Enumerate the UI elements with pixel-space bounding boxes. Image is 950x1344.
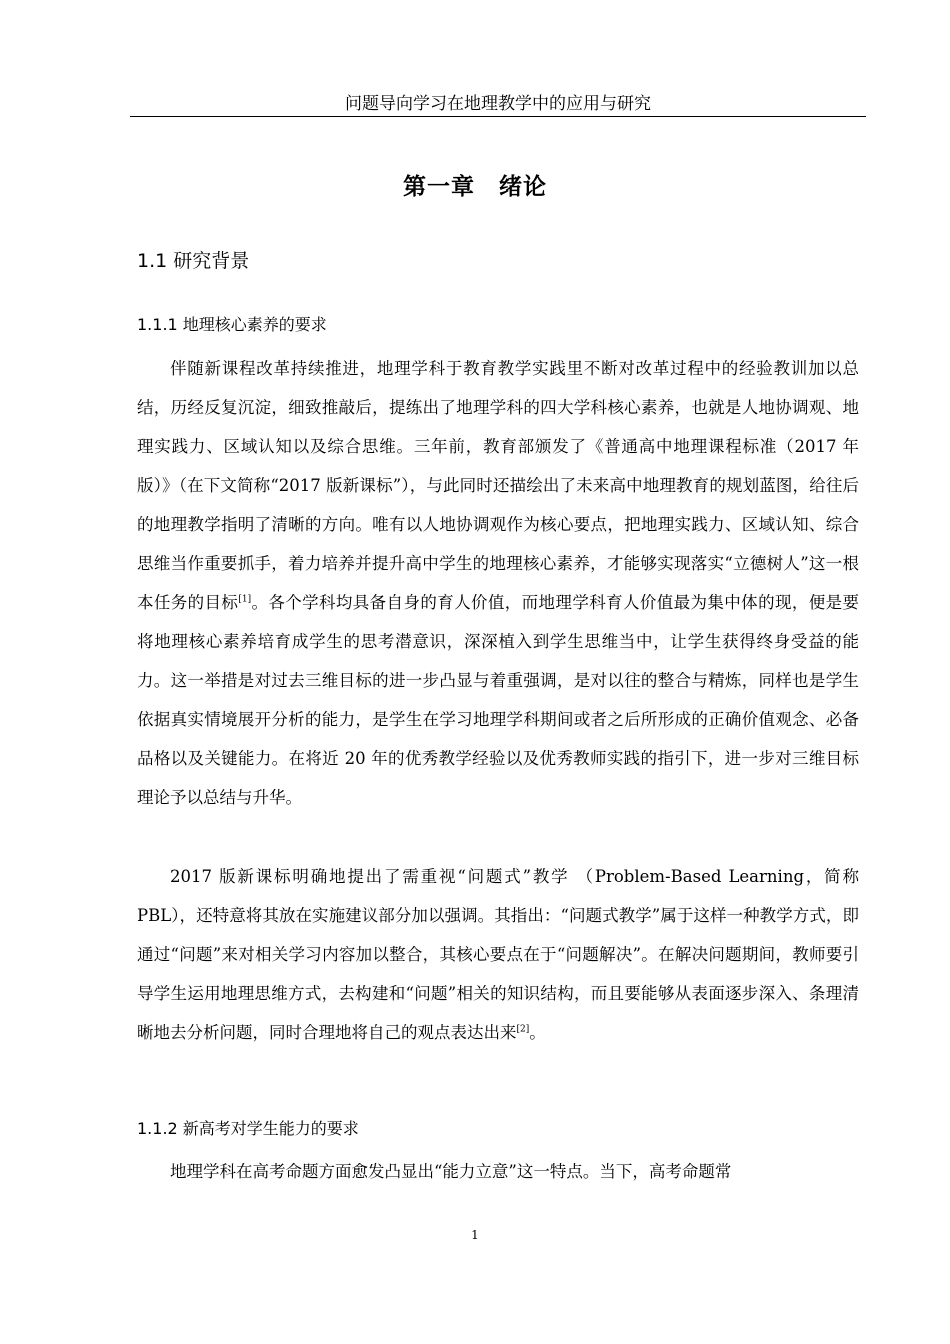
- running-header: 问题导向学习在地理教学中的应用与研究: [345, 94, 651, 114]
- subsection-title-1-1-1: 1.1.1 地理核心素养的要求: [137, 315, 327, 334]
- citation-2: [2]: [516, 1024, 530, 1035]
- citation-1: [1]: [238, 594, 252, 605]
- paragraph-pbl: [137, 857, 859, 1052]
- paragraph-text-continued: 。: [529, 1023, 546, 1042]
- paragraph-text: 地理学科在高考命题方面愈发凸显出“能力立意”这一特点。当下，高考命题常: [170, 1162, 732, 1181]
- paragraph-gaokao: [137, 1152, 859, 1191]
- subsection-title-1-1-2: 1.1.2 新高考对学生能力的要求: [137, 1119, 359, 1138]
- page-number: 1: [471, 1228, 479, 1242]
- paragraph-text-continued: 。各个学科均具备自身的育人价值，而地理学科育人价值最为集中体的现，便是要将地理核心素养培育成学生的思考潜意识，深深植入到学生思维当中，让学生获得终身受益的能力。这一举措是对过去三维目标的进一步凸显与着重强调，是对以往的整合与精炼，同样也是学生依据真实情境展开分析的能力，是学生在学习地理学科期间或者之后所形成的正确价值观念、必备品格以及关键能力。在将近 20 年的优秀教学经验以及优秀教师实践的指引下，进一步对三维目标理论予以总结与升华。: [137, 593, 860, 807]
- paragraph-text: 伴随新课程改革持续推进，地理学科于教育教学实践里不断对改革过程中的经验教训加以总结，历经反复沉淀，细致推敲后，提练出了地理学科的四大学科核心素养，也就是人地协调观、地理实践力、区域认知以及综合思维。三年前，教育部颁发了《普通高中地理课程标准（2017 年版）》（在下文简称“2017 版新课标”），与此同时还描绘出了未来高中地理教育的规划蓝图，给往后的地理教学指明了清晰的方向。唯有以人地协调观作为核心要点，把地理实践力、区域认知、综合思维当作重要抓手，着力培养并提升高中学生的地理核心素养，才能够实现落实“立德树人”这一根本任务的目标: [137, 359, 859, 612]
- paragraph-core-literacy: [137, 349, 859, 817]
- header-rule: [130, 116, 866, 117]
- section-title: 1.1 研究背景: [137, 250, 250, 272]
- paragraph-text: 2017 版新课标明确地提出了需重视“问题式”教学 （Problem-Based Learning，简称 PBL），还特意将其放在实施建议部分加以强调。其指出：“问题式教学”属于这样一种教学方式，即通过“问题”来对相关学习内容加以整合，其核心要点在于“问题解决”。在解决问题期间，教师要引导学生运用地理思维方式，去构建和“问题”相关的知识结构，而且要能够从表面逐步深入、条理清晰地去分析问题，同时合理地将自己的观点表达出来: [137, 867, 859, 1042]
- chapter-title: 第一章 绪论: [403, 174, 547, 200]
